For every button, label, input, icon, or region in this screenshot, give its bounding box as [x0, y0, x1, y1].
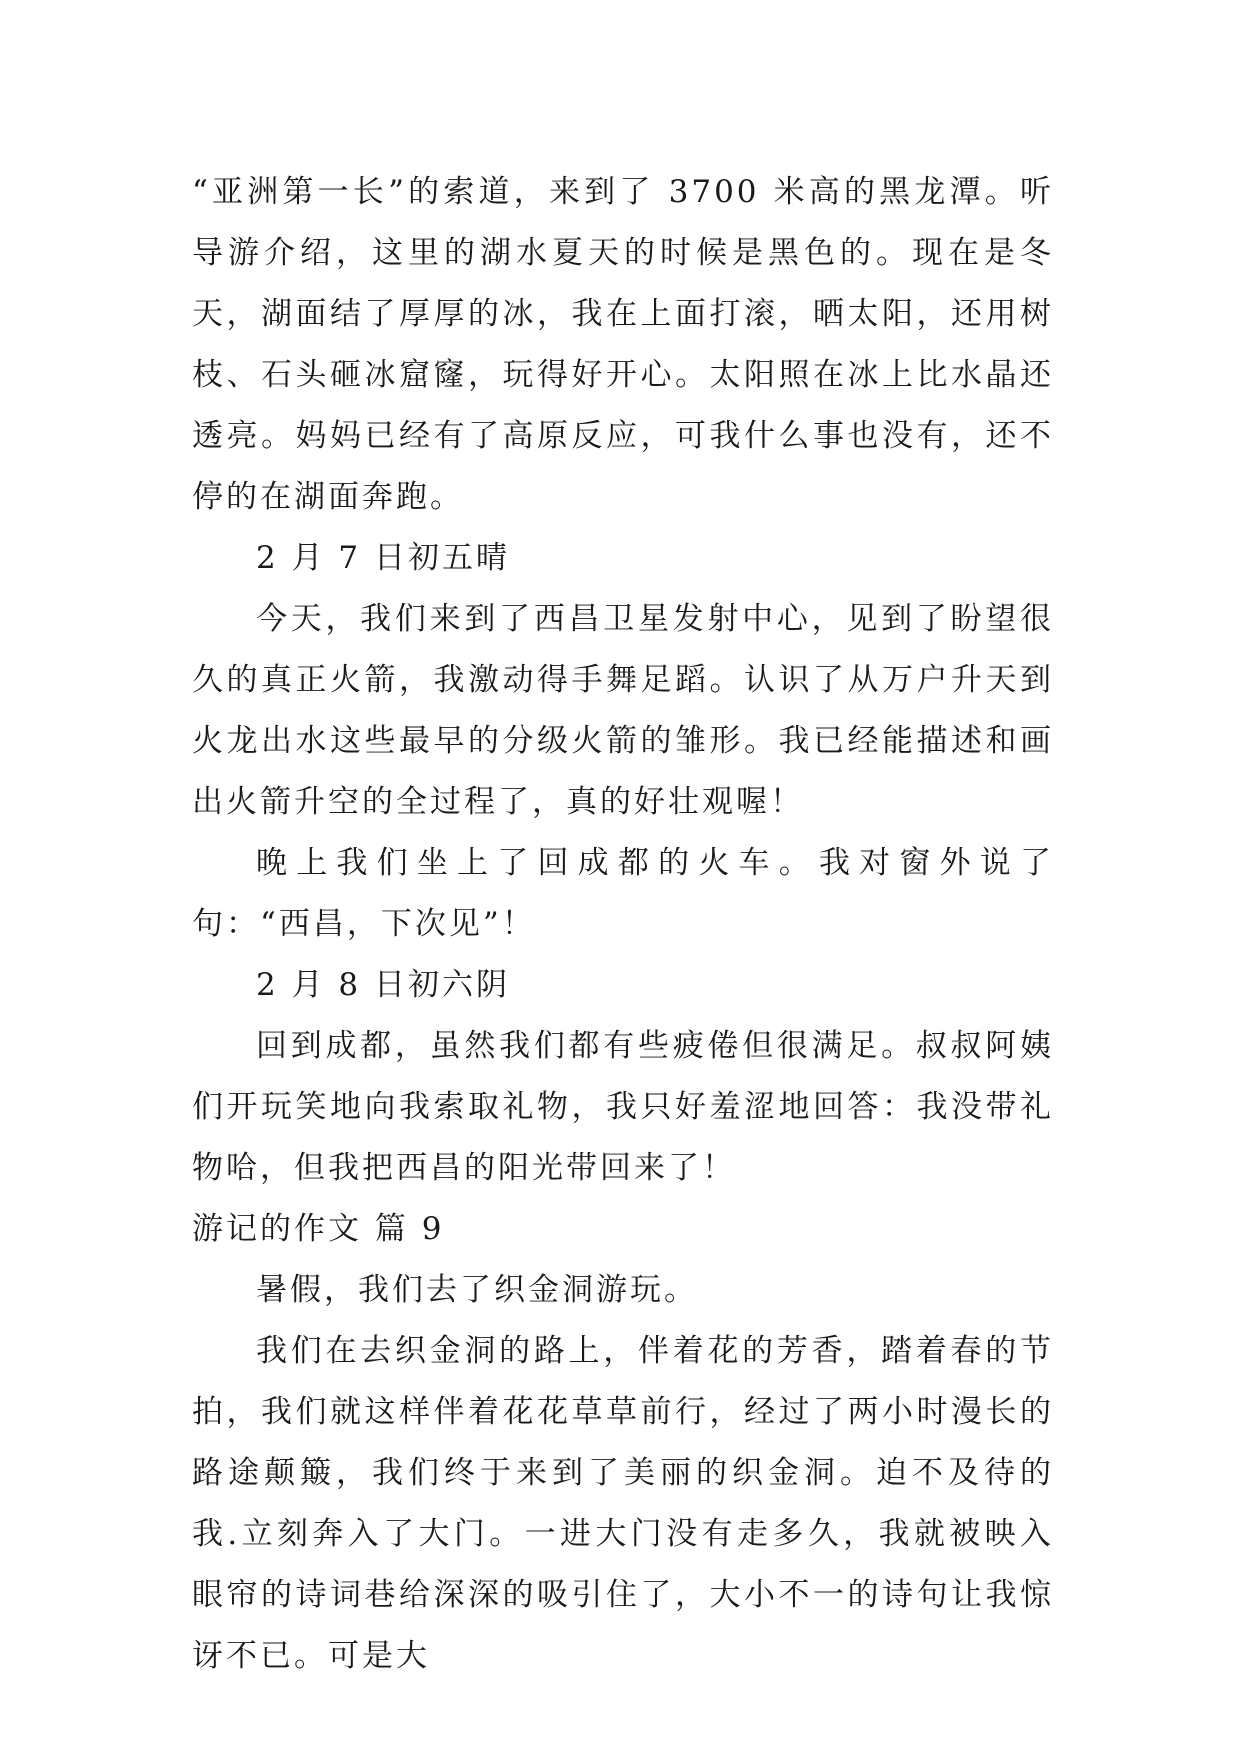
paragraph-summer-trip: 暑假，我们去了织金洞游玩。 — [256, 1272, 698, 1308]
document-body — [192, 162, 1054, 1687]
paragraph-heilongtan: “亚洲第一长”的索道，来到了 3700 米高的黑龙潭。听导游介绍，这里的湖水夏天的时候是黑色的。现在是冬天，湖面结了厚厚的冰，我在上面打滚，晒太阳，还用树枝、石头砸冰窟窿，玩得好开心。太阳照在冰上比水晶还透亮。妈妈已经有了高原反应，可我什么事也没有，还不停的在湖面奔跑。 — [192, 174, 1054, 515]
paragraph-train-back: 晚上我们坐上了回成都的火车。我对窗外说了句：“西昌，下次见”！ — [192, 845, 1054, 942]
diary-date-feb-8: 2 月 8 日初六阴 — [256, 967, 511, 1003]
paragraph-xichang-launch-center: 今天，我们来到了西昌卫星发射中心，见到了盼望很久的真正火箭，我激动得手舞足蹈。认识了从万户升天到火龙出水这些最早的分级火箭的雏形。我已经能描述和画出火箭升空的全过程了，真的好壮观喔！ — [192, 601, 1054, 820]
essay-title-part-9: 游记的作文 篇 9 — [192, 1211, 445, 1247]
paragraph-back-in-chengdu: 回到成都，虽然我们都有些疲倦但很满足。叔叔阿姨们开玩笑地向我索取礼物，我只好羞涩地回答：我没带礼物哈，但我把西昌的阳光带回来了！ — [192, 1028, 1054, 1186]
paragraph-zhijin-cave: 我们在去织金洞的路上，伴着花的芳香，踏着春的节拍，我们就这样伴着花花草草前行，经过了两小时漫长的路途颠簸，我们终于来到了美丽的织金洞。迫不及待的我.立刻奔入了大门。一进大门没有走多久，我就被映入眼帘的诗词巷给深深的吸引住了，大小不一的诗句让我惊讶不已。可是大 — [192, 1333, 1054, 1674]
diary-date-feb-7: 2 月 7 日初五晴 — [256, 540, 511, 576]
